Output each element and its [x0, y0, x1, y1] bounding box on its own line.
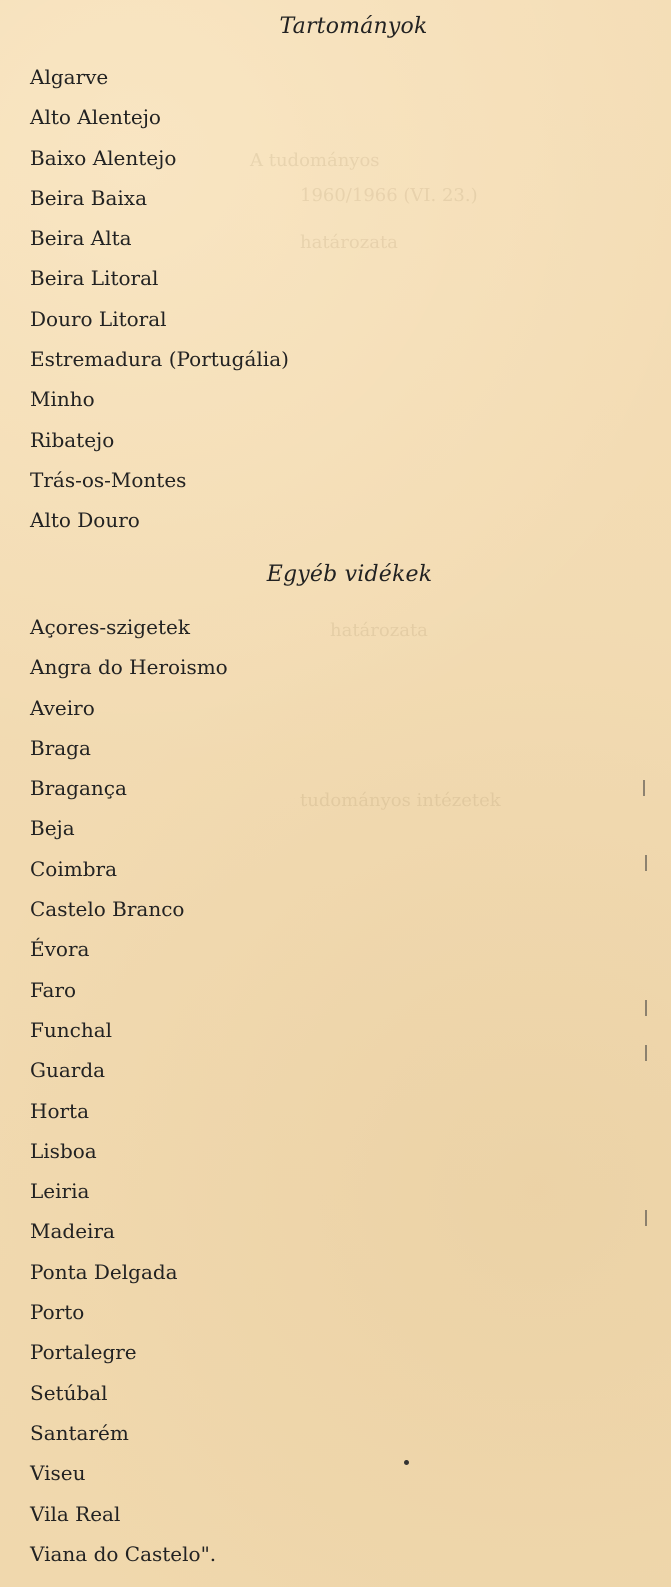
list-item: Baixo Alentejo	[30, 145, 177, 170]
ink-speck	[404, 1460, 409, 1465]
list-item: Açores-szigetek	[30, 615, 190, 639]
list-item: Portalegre	[30, 1340, 137, 1365]
list-item: Alto Alentejo	[30, 105, 161, 130]
list-item: Braga	[30, 735, 91, 760]
margin-mark	[645, 855, 647, 871]
list-item: Trás-os-Montes	[30, 467, 187, 492]
section-heading-provinces: Tartományok	[279, 14, 428, 39]
list-item: Porto	[30, 1300, 85, 1325]
list-item: Minho	[30, 387, 95, 412]
list-item: Madeira	[30, 1219, 115, 1244]
list-item: Coimbra	[30, 856, 117, 881]
list-item: Douro Litoral	[30, 306, 167, 331]
list-item: Alto Douro	[30, 508, 140, 533]
bleed-through-text: tudományos intézetek	[300, 790, 501, 811]
list-item: Ribatejo	[30, 427, 115, 452]
list-item: Lisboa	[30, 1138, 97, 1163]
list-item: Guarda	[30, 1058, 106, 1083]
list-item: Vila Real	[30, 1501, 121, 1526]
list-item: Faro	[30, 977, 77, 1002]
list-item: Estremadura (Portugália)	[30, 347, 289, 372]
margin-mark	[643, 780, 645, 796]
margin-mark	[645, 1210, 647, 1226]
list-item: Beira Baixa	[30, 185, 147, 210]
list-item: Beja	[30, 816, 75, 841]
margin-mark	[645, 1045, 647, 1061]
list-item: Funchal	[30, 1017, 113, 1042]
bleed-through-text: határozata	[300, 232, 398, 253]
list-item: Viseu	[30, 1461, 86, 1486]
bleed-through-text: 1960/1966 (VI. 23.)	[300, 185, 478, 206]
provinces-list	[30, 57, 289, 541]
bleed-through-text: határozata	[330, 620, 428, 641]
list-item: Horta	[30, 1098, 90, 1123]
bleed-through-text: A tudományos	[250, 150, 380, 171]
section-heading-other-regions: Egyéb vidékek	[266, 562, 433, 587]
list-item: Castelo Branco	[30, 897, 185, 922]
list-item: Leiria	[30, 1179, 90, 1204]
list-item: Viana do Castelo".	[30, 1541, 217, 1566]
list-item: Évora	[30, 937, 90, 962]
list-item: Algarve	[30, 65, 109, 89]
list-item: Ponta Delgada	[30, 1259, 178, 1284]
list-item: Beira Alta	[30, 226, 132, 251]
list-item: Beira Litoral	[30, 266, 159, 291]
list-item: Angra do Heroismo	[30, 655, 228, 680]
list-item: Setúbal	[30, 1380, 108, 1405]
list-item: Bragança	[30, 776, 127, 801]
margin-mark	[645, 1000, 647, 1016]
list-item: Santarém	[30, 1420, 129, 1445]
other-regions-list	[30, 607, 228, 1574]
list-item: Aveiro	[30, 695, 95, 720]
